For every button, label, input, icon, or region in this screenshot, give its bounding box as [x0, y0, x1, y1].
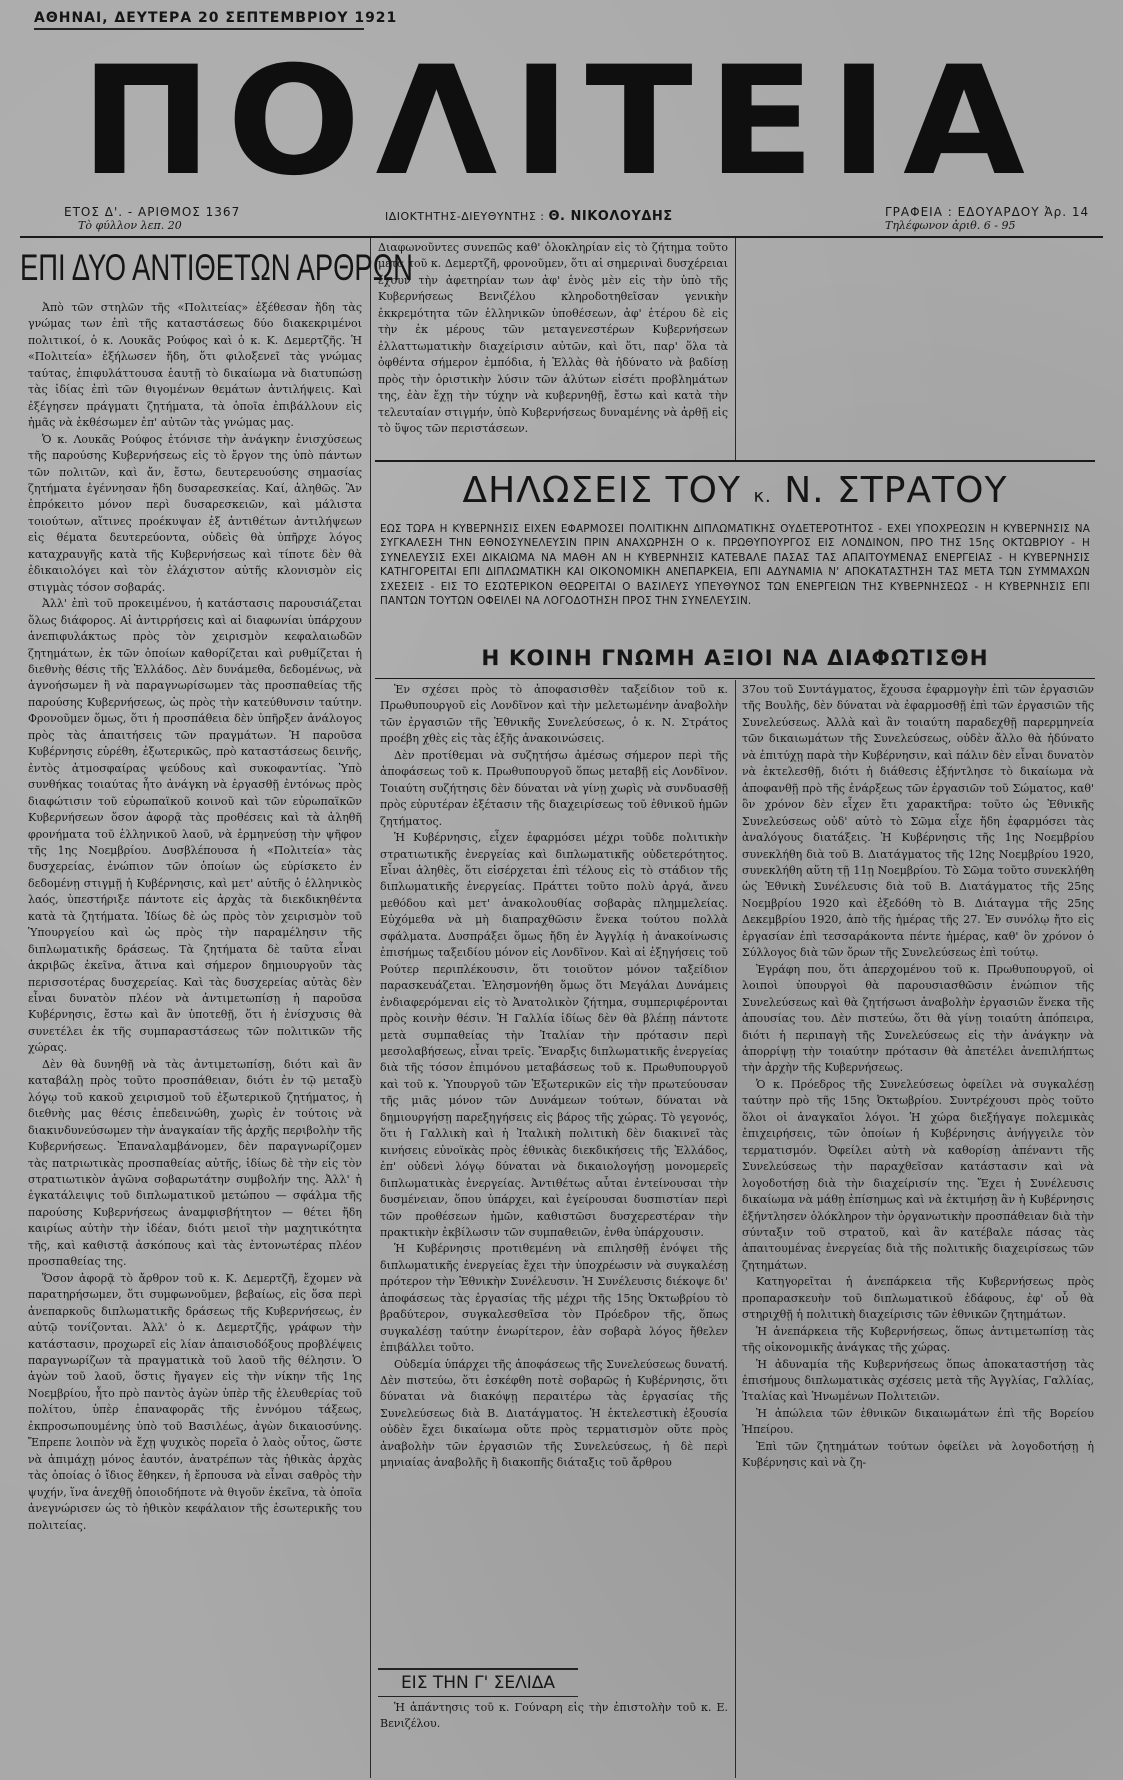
section-rule — [375, 678, 1095, 679]
article-paragraph: Διαφωνοῦντες συνεπῶς καθ' ὁλοκληρίαν εἰς τὸ ζήτημα τοῦτο μετὰ τοῦ κ. Δεμερτζῆ, φρονοῦμεν, ὅτι αἱ σημεριναὶ δυσχέρειαι ἔχουν τὴν ἀφετηρίαν των ἀφ' ἑνὸς μὲν εἰς τὴν ὑπὸ τῆς Κυβερνήσεως Βενιζέλου κληροδοτηθεῖσαν γενικὴν ἐκκρεμότητα τῶν ἑλληνικῶν ὑποθέσεων, ἀφ' ἑτέρου δὲ εἰς τὴν ἐκ μέρους τῶν μεταγενεστέρων Κυβερνήσεων ἐλλαττωματικὴν διαχείρισιν αὐτῶν, καὶ ὅτι, παρ' ὅλα τὰ ὀφθέντα σήμερον ἐμπόδια, ἡ Ἑλλὰς θὰ ἠδύνατο νὰ βαδίσῃ πρὸς τὴν ὁριστικὴν λύσιν τῶν ἀλύτων εἰσέτι προβλημάτων της, ἐὰν ἔχῃ τὴν τύχην νὰ κυβερνηθῇ, ἔστω καὶ κατὰ τὴν τελευταίαν στιγμήν, ὑπὸ Κυβερνήσεως δυναμένης νὰ ἀρθῇ εἰς τὸ ὕψος τῶν περιστάσεων. — [378, 241, 728, 435]
dateline: ΑΘΗΝΑΙ, ΔΕΥΤΕΡΑ 20 ΣΕΠΤΕΜΒΡΙΟΥ 1921 — [34, 10, 364, 30]
main-headline-prefix: ΔΗΛΩΣΕΙΣ ΤΟΥ — [462, 470, 741, 511]
article-paragraph: Ὅσον ἀφορᾷ τὸ ἄρθρον τοῦ κ. Κ. Δεμερτζῆ, ἔχομεν νὰ παρατηρήσωμεν, ὅτι συμφωνοῦμεν, βεβαίως, εἰς ὅσα περὶ ἀνεπαρκοῦς διπλωματικῆς δράσεως τῆς Κυβερνήσεως, ἐν αὐτῷ τονίζονται. Ἀλλ' ὁ κ. Δεμερτζῆς, γράφων τὴν κατάστασιν, προχωρεῖ εἰς λίαν ἀπαισιοδόξους προβλέψεις παραγνωρίζων τὰ πραγματικὰ τοῦ λαοῦ τῆς θέλησιν. Ὁ ἀγὼν τοῦ λαοῦ, ὅστις ἤγαγεν εἰς τὴν νίκην τῆς 1ης Νοεμβρίου, ἦτο πρὸ παντὸς ἀγὼν ὑπὲρ τῆς ἐλευθερίας τοῦ πολίτου, ὑπὲρ ἐπαναφορᾶς τῆς ἐννόμου τάξεως, ἐκπροσωπουμένης ὑπὸ τοῦ Βασιλέως, ἀγὼν δικαιοσύνης. Ἔπρεπε λοιπὸν νὰ ἔχῃ ψυχικὸς πορεῖα ὁ λαὸς οὗτος, ὥστε νὰ ἀπιμάχῃ μόνος ἑαυτόν, ἀνατρέπων τὰς ἠθικὰς ἀρχὰς τὰς ὁποίας ὁ ἴδιος ἔθηκεν, ἡ ἔρπουσα νὰ εἶναι σαθρὸς τὴν ψυχήν, ἵνα ἀνεχθῇ ὁποιοδήποτε νὰ θιγοῦν ἐκεῖνα, τὰ ὁποῖα ἀνεγνώρισεν ὡς τὸ ἠθικὸν κεφάλαιον τῆς ἐσωτερικῆς του πολιτείας. — [28, 1271, 362, 1532]
main-article-lead: ΕΩΣ ΤΩΡΑ Η ΚΥΒΕΡΝΗΣΙΣ ΕΙΧΕΝ ΕΦΑΡΜΟΣΕΙ ΠΟΛΙΤΙΚΗΝ ΔΙΠΛΩΜΑΤΙΚΗΣ ΟΥΔΕΤΕΡΟΤΗΤΟΣ - ΕΧΕΙ ΥΠΟΧΡΕΩΣΙΝ Η ΚΥΒΕΡΝΗΣΙΣ ΝΑ ΣΥΓΚΑΛΕΣΗ ΤΗΝ ΕΘΝΟΣΥΝΕΛΕΥΣΙΝ ΠΡΙΝ ΑΝΑΧΩΡΗΣΗ Ο κ. ΠΡΩΘΥΠΟΥΡΓΟΣ ΕΙΣ ΛΟΝΔΙΝΟΝ, ΠΡΟ ΤΗΣ 15ης ΟΚΤΩΒΡΙΟΥ - Η ΣΥΝΕΛΕΥΣΙΣ ΕΧΕΙ ΔΙΚΑΙΩΜΑ ΝΑ ΜΑΘΗ ΑΝ Η ΚΥΒΕΡΝΗΣΙΣ ΚΑΤΕΒΑΛΕ ΠΑΣΑΣ ΤΑΣ ΑΠΑΙΤΟΥΜΕΝΑΣ ΕΝΕΡΓΕΙΑΣ - Η ΚΥΒΕΡΝΗΣΙΣ ΚΑΤΗΓΟΡΕΙΤΑΙ ΕΠΙ ΔΙΠΛΩΜΑΤΙΚΗ ΚΑΙ ΟΙΚΟΝΟΜΙΚΗ ΑΝΕΠΑΡΚΕΙΑ, ΕΠΙ ΑΔΥΝΑΜΙΑ Ν' ΑΠΟΚΑΤΑΣΤΗΣΗ ΤΑΣ ΜΕΤΑ ΤΩΝ ΣΥΜΜΑΧΩΝ ΣΧΕΣΕΙΣ - ΕΙΣ ΤΟ ΕΣΩΤΕΡΙΚΟΝ ΘΕΩΡΕΙΤΑΙ Ο ΒΑΣΙΛΕΥΣ ΥΠΕΥΘΥΝΟΣ ΤΩΝ ΕΝΕΡΓΕΙΩΝ ΤΗΣ ΚΥΒΕΡΝΗΣΕΩΣ - Η ΚΥΒΕΡΝΗΣΙΣ ΕΠΙ ΠΑΝΤΩΝ ΤΟΥΤΩΝ ΟΦΕΙΛΕΙ ΝΑ ΛΟΓΟΔΟΤΗΣΗ ΠΡΟΣ ΤΗΝ ΣΥΝΕΛΕΥΣΙΝ. — [380, 523, 1090, 608]
article-paragraph: Ἀπὸ τῶν στηλῶν τῆς «Πολιτείας» ἐξέθεσαν ἤδη τὰς γνώμας των ἐπὶ τῆς καταστάσεως δύο διακεκριμένοι πολιτικοί, ὁ κ. Λουκᾶς Ρούφος καὶ ὁ κ. Κ. Δεμερτζῆς. Ἡ «Πολιτεία» ἐξήλωσεν ἤδη, ὅτι φιλοξενεῖ τὰς γνώμας ταύτας, ἐπιφυλάττουσα ἑαυτῇ τὸ δικαίωμα νὰ διατυπώσῃ τὰς ἰδίας ἐπὶ τῶν θιγομένων θεμάτων ἀντιλήψεις. Καὶ ἐξέγησεν πράγματι ζητήματα, τὰ ὁποῖα ἐπιβάλλουν εἰς ἡμᾶς νὰ ἐκθέσωμεν ἐπ' αὐτῶν τὰς γνώμας μας. — [28, 301, 362, 430]
main-headline-name: Ν. ΣΤΡΑΤΟΥ — [784, 470, 1008, 511]
article-paragraph: Ἡ ἀνεπάρκεια τῆς Κυβερνήσεως, ὅπως ἀντιμετωπίσῃ τὰς τῆς οἰκονομικῆς ἀνάγκας τῆς χώρας. — [742, 1324, 1094, 1355]
main-headline — [375, 462, 1095, 520]
main-article-column-1 — [380, 682, 728, 1664]
left-article-column — [28, 300, 362, 1774]
article-paragraph: Ἡ ἀπάντησις τοῦ κ. Γούναρη εἰς τὴν ἐπιστολὴν τοῦ κ. Ε. Βενιζέλου. — [380, 1701, 728, 1731]
main-subheadline: Η ΚΟΙΝΗ ΓΝΩΜΗ ΑΞΙΟΙ ΝΑ ΔΙΑΦΩΤΙΣΘΗ — [481, 646, 989, 671]
main-headline-k: κ. — [753, 486, 772, 507]
article-paragraph: Ἡ Κυβέρνησις, εἶχεν ἐφαρμόσει μέχρι τοῦδε πολιτικὴν στρατιωτικῆς ἐνεργείας καὶ διπλωματικῆς οὐδετερότητος. Εἶναι ἀληθὲς, ὅτι εἰσέρχεται ἐπὶ τέλους εἰς τὸ στάδιον τῆς διπλωματικῆς ἐνεργείας. Πράττει τοῦτο πολὺ ἀργά, ἄνευ μεθόδου καὶ μετ' ἀνακολουθίας σοβαρὰς πλημμελείας. Εὐχόμεθα νὰ μὴ διαπραχθῶσιν ἕνεκα τούτου πολλὰ σφάλματα. Δυσπράξει ὅμως ἤδη ἐν Ἀγγλίᾳ ἡ ἀνακοίνωσις ἐπισήμως ταξειδίου μόνον εἰς Λονδῖνον. Καὶ αἱ ἐξηγήσεις τοῦ Ρούτερ περιπλέκουσιν, ὅτι τοιοῦτον μόνον ταξείδιον παρασκευάζεται. Ἐλησμονήθη ὅμως ὅτι Μεγάλαι Δυνάμεις ἐνδιαφερόμεναι εἰς τὸ Ἀνατολικὸν ζήτημα, συμπεριφέρονται πρὸς κοινὴν θέσιν. Ἡ Γαλλία ἰδίως δὲν θὰ βλέπῃ πάντοτε μετὰ συμπαθείας τὴν Ἰταλίαν τὴν πρότασιν περὶ μεσολαβήσεως, εἶναι τρεῖς. Ἔναρξις διπλωματικῆς ἐνεργείας διὰ τῆς τόσον ἐπιμόνου μεταβάσεως τοῦ κ. Πρωθυπουργοῦ καὶ τοῦ κ. Ὑπουργοῦ τῶν Ἐξωτερικῶν εἰς τὴν πρωτεύουσαν τῆς μιᾶς μόνον τῶν Δυνάμεων τούτων, δύναται νὰ δημιουργήσῃ παρεξηγήσεις εἰς βάρος τῆς χώρας. Τὸ γεγονός, ὅτι ἡ Γαλλικὴ καὶ ἡ Ἰταλικὴ πολιτικὴ δὲν διακινεῖ τὰς κινήσεις εὐνοϊκὰς πρὸς ἐθνικὰς διεκδικήσεις τῆς Ἑλλάδος, ἐπ' οὐδενὶ λόγῳ δύναται νὰ δικαιολογήσῃ μονομερεῖς διπλωματικὰς ἐνεργείας. Ἀντιθέτως αὗται ἐντείνουσαι τὴν δυσμένειαν, ὅπου ὑπάρχει, καὶ ἐγείρουσαι δυσπιστίαν περὶ τῶν προθέσεων ἡμῶν, καθιστῶσι δυσχερεστέραν τὴν πρακτικὴν ἐκβίλωσιν τῶν συμπαθειῶν, ἐνθα ὑπάρχουσιν. — [380, 831, 728, 1239]
issue-number: ΕΤΟΣ Δ'. - ΑΡΙΘΜΟΣ 1367 — [64, 205, 241, 219]
article-paragraph: Δὲν προτίθεμαι νὰ συζητήσω ἀμέσως σήμερον περὶ τῆς ἀποφάσεως τοῦ κ. Πρωθυπουργοῦ ὅπως μεταβῇ εἰς Λονδῖνον. Τοιαύτη συζήτησις δὲν δύναται νὰ γίνῃ χωρὶς νὰ συνδυασθῇ πρὸς εὐρυτέραν ἐξέτασιν τῆς διαχειρίσεως τοῦ ἐθνικοῦ ἡμῶν ζητήματος. — [380, 748, 728, 828]
phone-number: Τηλέφωνον ἀριθ. 6 - 95 — [885, 219, 1016, 232]
office-address: ΓΡΑΦΕΙΑ : ΕΔΟΥΑΡΔΟΥ Ἀρ. 14 — [885, 205, 1090, 219]
article-paragraph: Οὐδεμία ὑπάρχει τῆς ἀποφάσεως τῆς Συνελεύσεως δυνατή. Δὲν πιστεύω, ὅτι ἐσκέφθη ποτὲ σοβαρῶς ἡ Κυβέρνησις, ὅτι δύναται νὰ διακόψῃ περαιτέρω τὰς ἐργασίας τῆς Συνελεύσεως διὰ Β. Διατάγματος. Ἡ ἐκτελεστικὴ ἐξουσία οὐδὲν ἔχει δικαίωμα οὔτε πρὸς τερματισμὸν οὔτε πρὸς ἀναβολὴν τῶν ἐργασιῶν τῆς Συνελεύσεως, ἡ δὲ περὶ μηνιαίας ἀναβολῆς ἢ διακοπῆς διάταξις τοῦ ἄρθρου — [380, 1357, 728, 1470]
left-article-continuation — [378, 240, 728, 458]
info-bar — [30, 205, 1095, 235]
main-article-column-2 — [742, 682, 1094, 1776]
article-paragraph: 37ου τοῦ Συντάγματος, ἔχουσα ἐφαρμογὴν ἐπὶ τῶν ἐργασιῶν τῆς Βουλῆς, δὲν δύναται νὰ ἐφαρμοσθῇ ἐπὶ τῶν ἐργασιῶν τῆς Συνελεύσεως. Ἀλλὰ καὶ ἂν τοιαύτη παραδεχθῇ παρερμηνεία τῶν δικαιωμάτων τῆς Συνελεύσεως, οὐδὲν ἄλλο θὰ ἠδύνατο νὰ ἐπιτύχῃ παρὰ τὴν Κυβέρνησιν, καὶ πάλιν δὲν εἶναι δυνατὸν νὰ ἐκτελεσθῇ, διότι ἡ διάθεσις ἐξήντλησε τὸ δικαίωμα νὰ ἀποφανθῇ πρὸ τῆς ἐνάρξεως τῶν ἐργασιῶν τοῦ Σώματος, καθ' ὃν χρόνον δὲν εἶχεν ἔτι χαρακτῆρα: τοῦτο ὡς Ἐθνικῆς Συνελεύσεως οὐδ' αὐτὸ τὸ Σῶμα εἶχε ἤδη ἐφαρμόσει τὰς ἀναλόγους διατάξεις. Ἡ Κυβέρνησις τῆς 1ης Νοεμβρίου συνεκλήθη διὰ τοῦ Β. Διατάγματος τῆς 12ης Νοεμβρίου 1920, συνεκλήθη αὕτη τῇ 11ῃ Νοεμβρίου. Τὸ Σῶμα τοῦτο συνεκλήθη ὡς Ἐθνικὴ Συνέλευσις διὰ τοῦ Β. Διατάγματος τῆς 25ης Νοεμβρίου 1920 καὶ ἐξεδόθη τὸ Β. Διάταγμα τῆς 25ης Δεκεμβρίου 1920, ἀπὸ τῆς ἡμέρας τῆς 27. Ἐν συνόλῳ ἤτο εἰς ἐργασίαν ἐπὶ τεσσαράκοντα πέντε ἡμέρας, καθ' ὃν χρόνον ὁ Σύλλογος διὰ τῶν ὅρων τῆς Συνελεύσεως ἐπὶ τούτῳ. — [742, 683, 1094, 960]
see-page-3-headline: ΕΙΣ ΤΗΝ Γ' ΣΕΛΙΔΑ — [378, 1668, 578, 1697]
article-paragraph: Ὁ κ. Πρόεδρος τῆς Συνελεύσεως ὀφείλει νὰ συγκαλέσῃ ταύτην πρὸ τῆς 15ης Ὀκτωβρίου. Συντρέχουσι πρὸς τοῦτο ὅλοι οἱ ἀναγκαῖοι λόγοι. Ἡ χώρα διεξήγαγε πολεμικὰς ἐπιχειρήσεις, τῶν ὁποίων ἡ Κυβέρνησις ἀνήγγειλε τὸν τερματισμόν. Ὀφείλει αὐτὴ νὰ καθορίσῃ ἀπέναντι τῆς Συνελεύσεως τὴν παραχθεῖσαν κατάστασιν καὶ νὰ λογοδοτήσῃ διὰ τὴν διαχείρισίν της. Ἔχει ἡ Συνέλευσις δικαίωμα νὰ μάθῃ ἐπίσημως καὶ νὰ ἐκτιμήσῃ ἂν ἡ Κυβέρνησις ἐξήντλησεν ὁλόκληρον τὴν ὀργανωτικὴν προσπάθειαν διὰ τὴν σύνταξιν τοῦ στρατοῦ, καὶ ἂν κατέβαλε πάσας τὰς ἀπαιτουμένας ἐνεργείας διὰ τῆς πολιτικῆς διαχειρίσεως τῶν ζητημάτων. — [742, 1077, 1094, 1272]
article-paragraph: Ἡ Κυβέρνησις προτιθεμένη νὰ επιλησθῇ ἐνόψει τῆς διπλωματικῆς ἐνεργείας ἔχει τὴν ὑποχρέωσιν νὰ συγκαλέσῃ πρότερον τὴν Ἐθνικὴν Συνέλευσιν. Ἡ Συνέλευσις διέκοψε δι' ἀποφάσεως τὰς ἐργασίας τῆς μέχρι τῆς 15ης Ὀκτωβρίου τὸ βραδύτερον, συγκαλεσθεῖσα τὸν Πρόεδρον τῆς, ὅπως συγκαλέσῃ ταύτην ἐνωρίτερον, ἐὰν σοβαρὰ λόγος ἤθελεν ἐπιβάλλει τοῦτο. — [380, 1242, 728, 1355]
article-paragraph: Ἀλλ' ἐπὶ τοῦ προκειμένου, ἡ κατάστασις παρουσιάζεται ὅλως διάφορος. Αἱ ἀντιρρήσεις καὶ αἱ διαφωνίαι ὑπάρχουν ἀνεπιφυλάκτως πρὸς τὸν χειρισμὸν κεφαλαιωδῶν ζητημάτων, ἐκ τῶν ὁποίων καθορίζεται καὶ ρυθμίζεται ἡ διεθνὴς θέσις τῆς Ἑλλάδος. Δὲν δυνάμεθα, δεδομένως, νὰ ἀγνοήσωμεν ἢ νὰ παραγνωρίσωμεν τὰς προσπαθείας τῆς παρούσης Κυβερνήσεως, ὡς πρὸς τὴν κατεύθυνσιν ταύτην. Φρονοῦμεν ὅμως, ὅτι ἡ προσπάθεια δὲν ὑπῆρξεν ἀνάλογος πρὸς τὰς ἀπαιτήσεις τῶν πραγμάτων. Ἡ παροῦσα Κυβέρνησις εὑρέθη, ἐξωτερικῶς, πρὸ καταστάσεως δεινῆς, ἐντὸς ἀτμοσφαίρας ψεύδους καὶ συκοφαντίας. Ὑπὸ συνθήκας τοιαύτας ἦτο ἀνάγκη νὰ ἐργασθῇ ἐντόνως πρὸς διαφώτισιν τοῦ εὐρωπαϊκοῦ κοινοῦ καὶ τῶν εὐρωπαϊκῶν Κυβερνήσεων ὅσον ἀφορᾷ τὰς προθέσεις καὶ τὰ ἀληθῆ φρονήματα τοῦ ἑλληνικοῦ λαοῦ, νὰ ἑρμηνεύσῃ τὴν ψῆφον τῆς 1ης Νοεμβρίου. Δυσβλέπουσα ἡ «Πολιτεία» τὰς δυσχερείας, ἐνώπιον τῶν ὁποίων ὡς εὑρίσκετο ἐν δεδομένῃ στιγμῇ ἡ Κυβέρνησις, καὶ μετ' αὐτῆς ὁ ἑλληνικὸς λαός, ὑπεστήριξε πάντοτε εἰς ἀρχὰς τὰ διεκδικηθέντα κατὰ τὰ ζητήματα. Ἰδίως δὲ ὡς πρὸς τὸν χειρισμὸν τοῦ Ὑπουργείου καὶ ὡς πρὸς τὴν παραμέλησιν τῆς διπλωματικῆς δράσεως. Τὰ ζητήματα δὲ ταῦτα εἶναι ἀκριβῶς ἐκεῖνα, ἅτινα καὶ σήμερον δημιουργοῦν τὰς περισσοτέρας δυσχερείας. Καὶ τὰς δυσχερείας αὐτὰς δὲν εἶναι δυνατὸν πλέον νὰ ἀντιμετωπίσῃ ἡ παροῦσα Κυβέρνησις, ἔστω καὶ ἂν ὑποτεθῇ, ὅτι ἡ ἐνίσχυσις θὰ συνετέλει ἐκ τῆς συμπαραστάσεως τῶν πολιτικῶν τῆς χώρας. — [28, 597, 362, 1055]
article-paragraph: Ἐπὶ τῶν ζητημάτων τούτων ὀφείλει νὰ λογοδοτήσῃ ἡ Κυβέρνησις καὶ νὰ ζη- — [742, 1439, 1094, 1470]
column-divider — [735, 680, 736, 1778]
column-divider — [735, 238, 736, 460]
article-paragraph: Δὲν θὰ δυνηθῇ νὰ τὰς ἀντιμετωπίσῃ, διότι καὶ ἂν καταβάλῃ πρὸς τοῦτο προσπάθειαν, διότι ἐν τῷ μεταξὺ λόγῳ τοῦ κακοῦ χειρισμοῦ τοῦ ἐξωτερικοῦ ζητήματος, ἡ διεθνὴς μας θέσις ἐπεδεινώθη, χωρὶς ἐν τούτοις νὰ διακινδυνεύσωμεν τὴν ἀναγκαίαν τῆς ἀρχῆς περιβολὴν τῆς Κυβερνήσεως. Ἐπαναλαμβάνομεν, δὲν παραγνωρίζομεν τὰς πατριωτικὰς προσπαθείας αὐτῆς, ἰδίως δὲ τὴν εἰς τὸν στρατιωτικὸν ἀγῶνα σοβαρωτάτην συμβολήν της. Ἀλλ' ἡ ἐγκατάλειψις τοῦ διπλωματικοῦ μετώπου — σφάλμα τῆς παρούσης Κυβερνήσεως ἀναμφισβήτητον — θέτει ἤδη καιρίως αὐτὴν τὴν ἰδέαν, διότι μειοῖ τὴν μαχητικότητα τῆς, καὶ καθιστᾷ ἀσκόπους καὶ τὰς ἐντονωτέρας πλέον προσπαθείας της. — [28, 1057, 362, 1269]
article-paragraph: Ἡ ἀπώλεια τῶν ἐθνικῶν δικαιωμάτων ἐπὶ τῆς Βορείου Ἠπείρου. — [742, 1406, 1094, 1437]
article-paragraph: Ὁ κ. Λουκᾶς Ρούφος ἐτόνισε τὴν ἀνάγκην ἐνισχύσεως τῆς παρούσης Κυβερνήσεως εἰς τὸ ἔργον της ὑπὸ πάντων τῶν πολιτῶν, καὶ ἄν, ἔστω, δευτερευούσης σημασίας ζητήματα ἐγέννησαν ἤδη δυσαρεσκείας. Καί, ἀληθῶς. Ἂν ἐπρόκειτο μόνον περὶ δυσαρεσκειῶν, καὶ μάλιστα τοιούτων, αἵτινες προέκυψαν ἐξ ἀντιθέτων ἀντιλήψεων εἰς θέματα δευτερεύοντα, οὐδεὶς θὰ ὑπῆρχε λόγος καταχραυγῆς κατὰ τῆς Κυβερνήσεως καὶ τίποτε δὲν θὰ ἐδικαιολόγει καὶ τὸν ἐλάχιστον αὐτῆς κλονισμὸν εἰς στιγμὰς τόσον σοβαράς. — [28, 432, 362, 594]
price: Τὸ φύλλον λεπ. 20 — [78, 219, 182, 232]
article-paragraph: Ἐγράφη που, ὅτι ἀπερχομένου τοῦ κ. Πρωθυπουργοῦ, οἱ λοιποὶ ὑπουργοὶ θὰ παρουσιασθῶσιν ἐνώπιον τῆς Συνελεύσεως καὶ θὰ ζητήσωσι ἀναβολὴν ἐργασιῶν ἕνεκα τῆς ἀπουσίας του. Δὲν πιστεύω, ὅτι θὰ γίνῃ τοιαύτη ἀπόπειρα, διότι ἡ περιπαγὴ τῆς Συνελεύσεως εἰς τὴν ἀνάγκην νὰ ἀπορρίψῃ τὴν τοιαύτην πρότασιν θὰ ἀπετέλει ἀνεπιλήπτως τὴν ἀρχὴν τῆς Κυβερνήσεως. — [742, 962, 1094, 1075]
newspaper-title: ΠΟΛΙΤΕΙΑ — [80, 35, 1040, 209]
owner-name: Θ. ΝΙΚΟΛΟΥΔΗΣ — [548, 209, 673, 224]
article-paragraph: Ἡ ἀδυναμία τῆς Κυβερνήσεως ὅπως ἀποκαταστήσῃ τὰς ἐπισήμους διπλωματικὰς σχέσεις μετὰ τῆς Ἀγγλίας, Γαλλίας, Ἰταλίας καὶ Ἡνωμένων Πολιτειῶν. — [742, 1357, 1094, 1404]
owner-label: ΙΔΙΟΚΤΗΤΗΣ-ΔΙΕΥΘΥΝΤΗΣ : — [385, 210, 545, 223]
article-paragraph: Ἐν σχέσει πρὸς τὸ ἀποφασισθὲν ταξείδιον τοῦ κ. Πρωθυπουργοῦ εἰς Λονδῖνον καὶ τὴν μελετωμένην ἀναβολὴν τῶν ἐργασιῶν τῆς Ἐθνικῆς Συνελεύσεως, ὁ κ. Ν. Στράτος προέβη χθὲς εἰς τὰς ἑξῆς ἀνακοινώσεις. — [380, 683, 728, 746]
article-paragraph: Κατηγορεῖται ἡ ἀνεπάρκεια τῆς Κυβερνήσεως πρὸς προπαρασκευὴν τοῦ διπλωματικοῦ ἐδάφους, ἐφ' οὗ θὰ στηριχθῇ ἡ πολιτικὴ διαχείρισις τῶν ἐθνικῶν ζητημάτων. — [742, 1275, 1094, 1322]
column-divider — [370, 238, 371, 1778]
left-article-headline: ΕΠΙ ΔΥΟ ΑΝΤΙΘΕΤΩΝ ΑΡΘΡΩΝ — [20, 247, 413, 288]
see-page-3-text — [380, 1700, 728, 1770]
